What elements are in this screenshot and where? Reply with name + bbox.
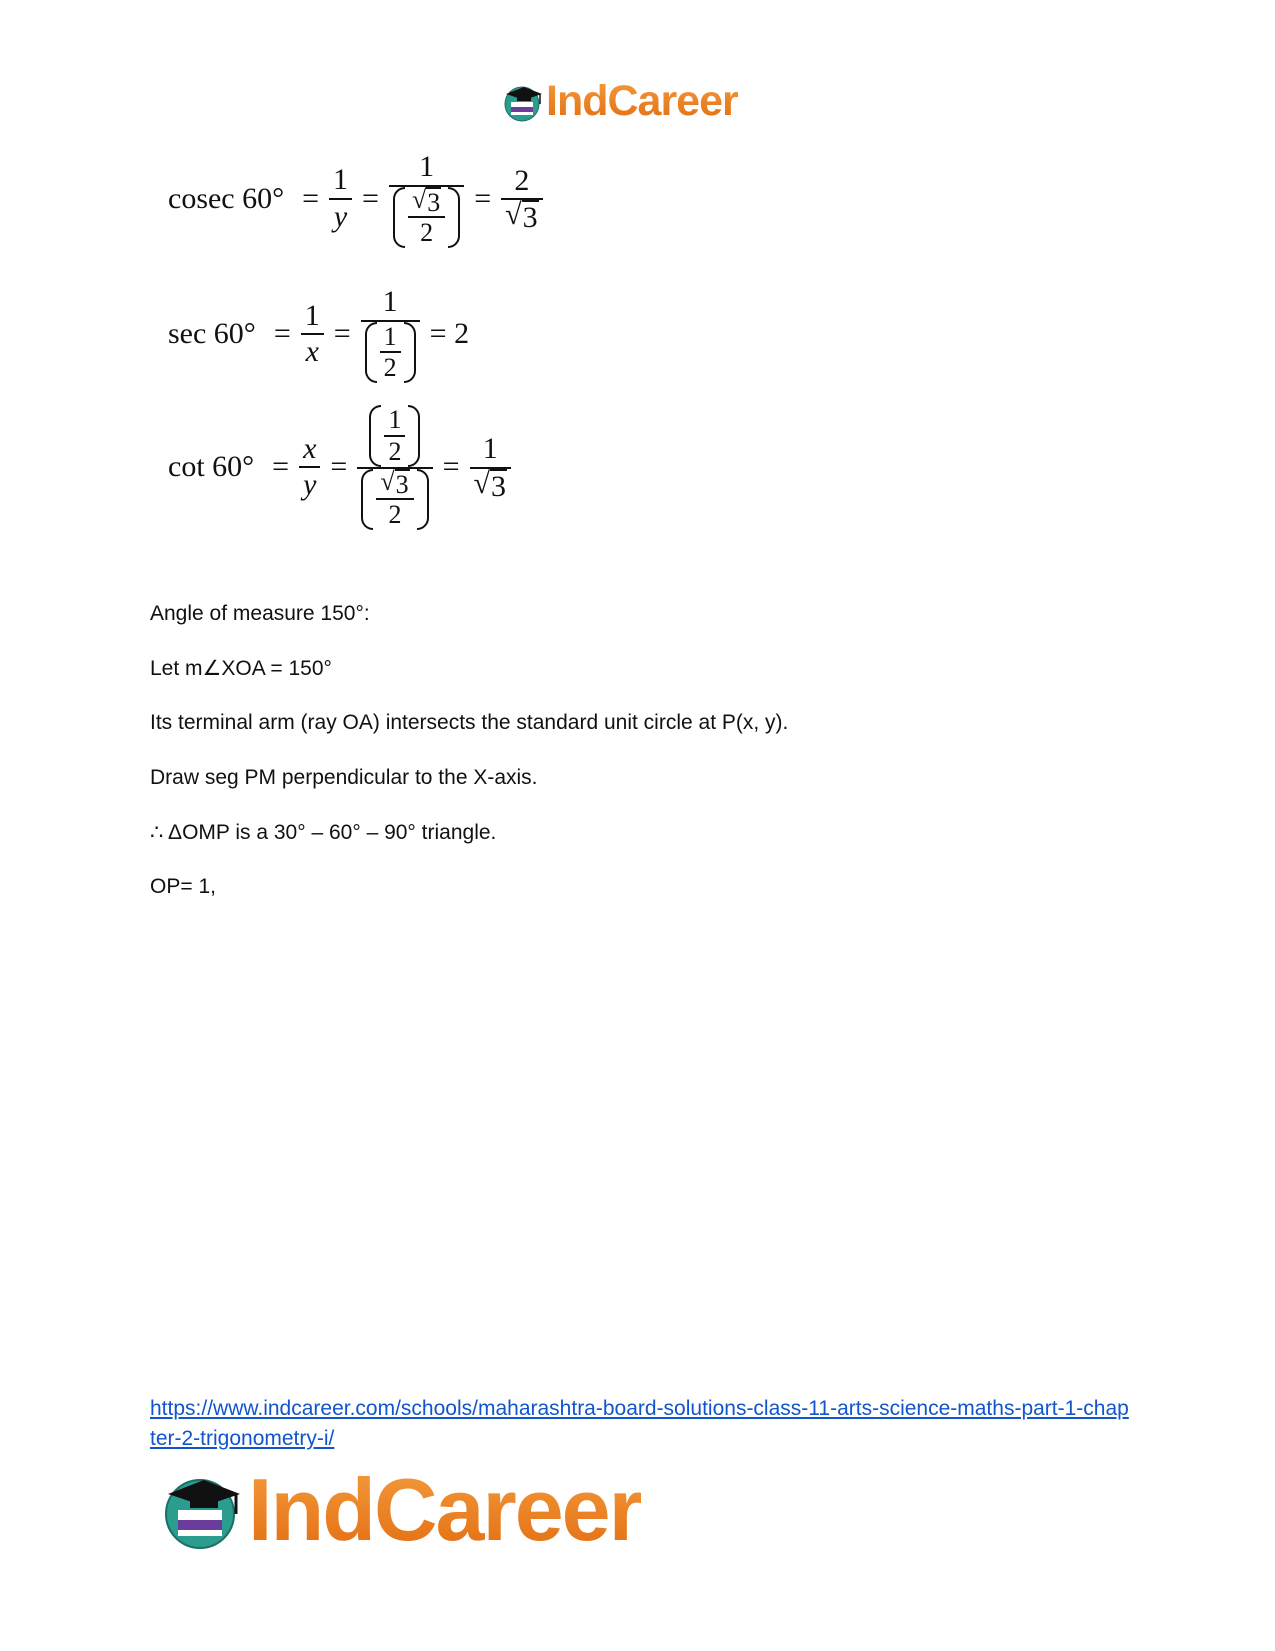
footer-logo	[160, 1460, 641, 1559]
text-line-draw-seg: Draw seg PM perpendicular to the X-axis.	[150, 766, 538, 789]
function-name: sec 60°	[168, 317, 256, 351]
source-link[interactable]: https://www.indcareer.com/schools/maharashtra-board-solutions-class-11-arts-science-maths-part-1-chapter-2-trigonometry-i/	[150, 1397, 1129, 1450]
text-line-let-angle: Let m∠XOA = 150°	[150, 657, 332, 680]
result: = 2	[429, 317, 470, 351]
text-line-triangle: ∴ ΔOMP is a 30° – 60° – 90° triangle.	[150, 821, 497, 844]
function-name: cot 60°	[168, 450, 255, 484]
logo-wordmark: IndCareer	[248, 1460, 641, 1559]
equation-cosec: cosec 60° = $\frac{1}{y}$ = 1 √ 3 2 = 2 √ 3	[168, 150, 543, 248]
function-name: cosec 60°	[168, 181, 285, 215]
fraction: 1 √ 3 2	[389, 150, 464, 248]
graduation-cap-icon	[502, 82, 544, 122]
fraction: $\frac{1}{x}$	[301, 299, 324, 370]
graduation-cap-icon	[160, 1470, 244, 1550]
fraction: 1 √ 3	[470, 432, 511, 502]
text-line-op: OP= 1,	[150, 875, 216, 898]
equation-cot: cot 60° = $\frac{x}{y}$ = $\frac{1}{2}$ √ 3 2 = 1 √ 3	[168, 405, 511, 530]
equation-sec: sec 60° = $\frac{1}{x}$ = $\frac{1}{\frac{1}{2}}$ = 2	[168, 285, 470, 383]
text-line-angle-150: Angle of measure 150°:	[150, 602, 370, 625]
fraction: 2 √ 3	[501, 164, 542, 234]
logo-wordmark: IndCareer	[546, 77, 738, 125]
fraction: $\frac{1}{\frac{1}{2}}$	[361, 285, 420, 383]
fraction: $\frac{x}{y}$	[299, 432, 320, 503]
fraction: $\frac{1}{2}$ √ 3 2	[357, 405, 432, 530]
text-line-terminal-arm: Its terminal arm (ray OA) intersects the standard unit circle at P(x, y).	[150, 711, 789, 734]
fraction: $\frac{1}{y}$	[329, 163, 352, 234]
header-logo	[502, 77, 738, 125]
